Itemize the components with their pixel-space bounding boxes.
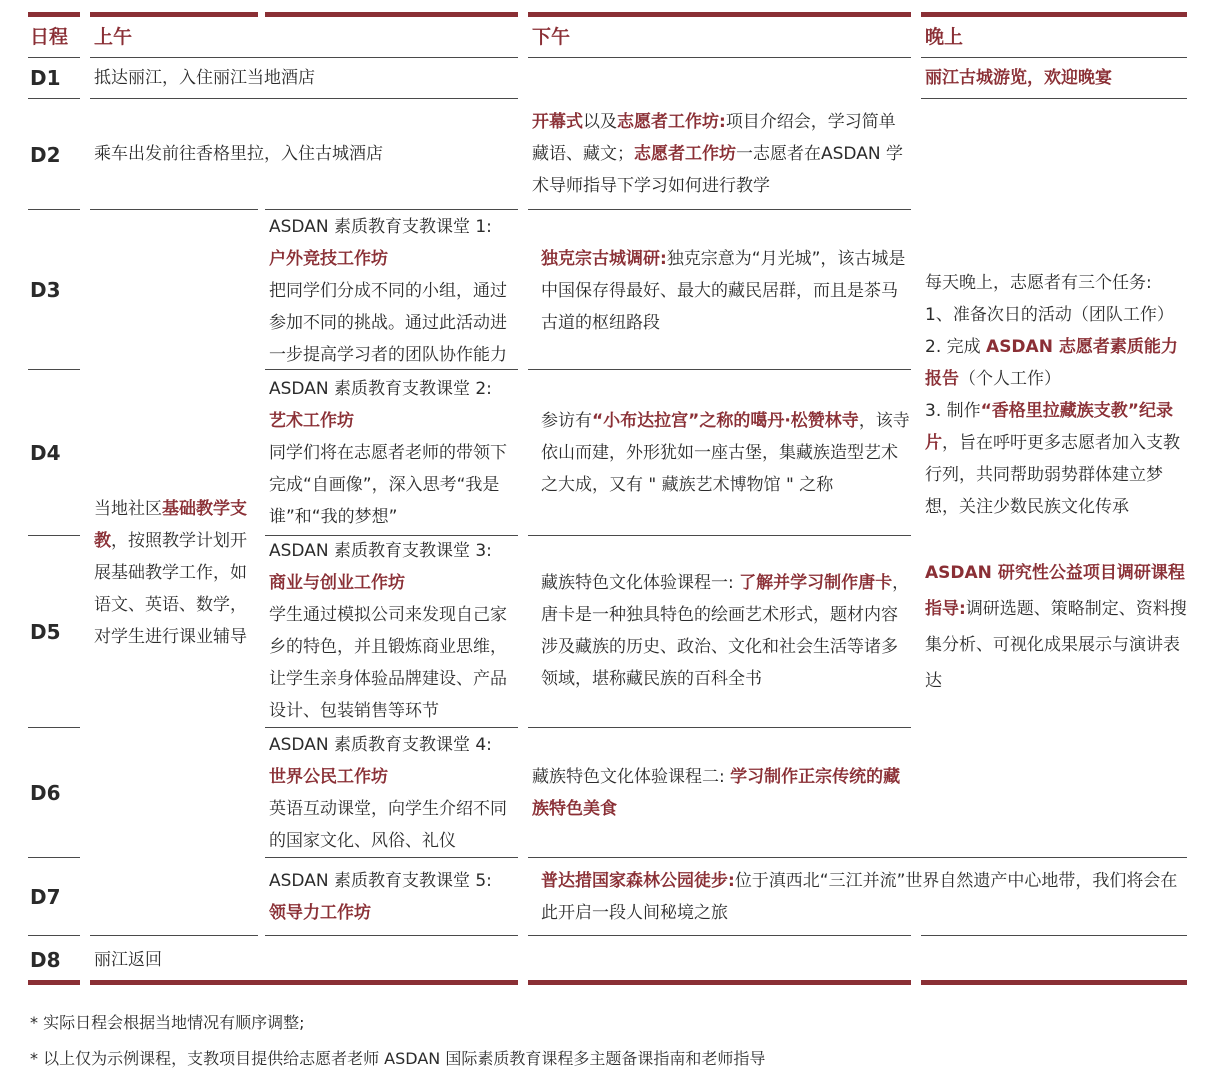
d3-text: 独克宗意为“月光城”，该古城是中国保存得最好、最大的藏民居群，而且是茶马古道的枢纽路段: [541, 249, 906, 333]
day-divider: [28, 857, 80, 858]
header-divider: [528, 57, 911, 58]
header-divider: [921, 57, 1187, 58]
class-3-desc: 学生通过模拟公司来发现自己家乡的特色，并且锻炼商业思维，让学生亲身体验品牌建设、产品设计、包装销售等环节: [269, 605, 507, 721]
day-label-d7: D7: [30, 885, 61, 909]
header-morning: 上午: [94, 26, 133, 48]
class-2: [269, 373, 519, 533]
d2-text-1: 以及: [583, 112, 617, 132]
row-divider: [528, 727, 911, 728]
day-label-d4: D4: [30, 441, 61, 465]
d7-highlight: 普达措国家森林公园徒步:: [541, 871, 735, 891]
class-2-name: 艺术工作坊: [269, 411, 354, 431]
class-2-title: ASDAN 素质教育支教课堂 2:: [269, 379, 492, 399]
bottom-bar: [921, 980, 1187, 985]
class-3: [269, 535, 519, 727]
d1-morning: 抵达丽江，入住丽江当地酒店: [94, 68, 315, 88]
d2-workshop-highlight-2: 志愿者工作坊: [634, 144, 736, 164]
class-2-desc: 同学们将在志愿者老师的带领下完成“自画像”，深入思考“我是谁”和“我的梦想”: [269, 443, 507, 527]
class-4-desc: 英语互动课堂，向学生介绍不同的国家文化、风俗、礼仪: [269, 799, 507, 851]
class-3-title: ASDAN 素质教育支教课堂 3:: [269, 541, 492, 561]
day-divider: [28, 727, 80, 728]
class-5: [269, 865, 519, 929]
top-bar-schedule: [28, 12, 80, 17]
row-divider: [265, 935, 518, 936]
day-divider: [28, 209, 80, 210]
community-text-2: ，按照教学计划开展基础教学工作，如语文、英语、数学，对学生进行课业辅导: [94, 531, 247, 647]
evening-research: [925, 555, 1187, 699]
class-4-name: 世界公民工作坊: [269, 767, 388, 787]
day-divider: [28, 98, 80, 99]
day-label-d3: D3: [30, 278, 61, 302]
footnote-1: * 实际日程会根据当地情况有顺序调整;: [30, 1013, 305, 1032]
bottom-bar: [90, 980, 518, 985]
d4-text-1: 参访有: [541, 411, 592, 431]
day-label-d5: D5: [30, 620, 61, 644]
evening-research-highlight: ASDAN 研究性公益项目调研课程指导:: [925, 563, 1185, 619]
row-divider: [921, 98, 1187, 99]
d8-morning: 丽江返回: [94, 950, 162, 970]
d2-afternoon: [532, 106, 912, 202]
top-bar-afternoon: [528, 12, 911, 17]
day-divider: [28, 535, 80, 536]
evening-intro: 每天晚上，志愿者有三个任务:: [925, 273, 1152, 293]
d7-afternoon: [541, 865, 1187, 929]
top-bar-morning: [90, 12, 258, 17]
d4-text-2: ，该寺依山而建，外形犹如一座古堡，集藏族造型艺术之大成，又有 " 藏族艺术博物馆 " 之称: [541, 411, 910, 495]
day-label-d1: D1: [30, 66, 61, 90]
evening-task-2: [925, 331, 1187, 395]
d4-highlight: “小布达拉宫”之称的噶丹·松赞林寺: [592, 411, 859, 431]
row-divider: [265, 369, 518, 370]
class-4: [269, 729, 519, 857]
community-text-1: 当地社区: [94, 499, 162, 519]
d5-afternoon: [541, 567, 911, 695]
top-bar-morning-2: [265, 12, 518, 17]
d6-text-1: 藏族特色文化体验课程二:: [532, 767, 731, 787]
footnote-2: * 以上仅为示例课程，支教项目提供给志愿者老师 ASDAN 国际素质教育课程多主题备课指南和老师指导: [30, 1049, 766, 1068]
bottom-bar: [528, 980, 911, 985]
header-afternoon: 下午: [532, 26, 571, 48]
evening-task-3-text: 3. 制作: [925, 401, 981, 421]
header-divider: [90, 57, 518, 58]
d2-morning: 乘车出发前往香格里拉，入住古城酒店: [94, 144, 383, 164]
row-divider: [528, 935, 911, 936]
d2-workshop-highlight: 志愿者工作坊:: [617, 112, 726, 132]
row-divider: [528, 535, 911, 536]
row-divider: [528, 369, 911, 370]
top-bar-evening: [921, 12, 1187, 17]
d5-text-2: ，唐卡是一种独具特色的绘画艺术形式，题材内容涉及藏族的历史、政治、文化和社会生活等诸多领域，堪称藏民族的百科全书: [541, 573, 910, 689]
day-label-d8: D8: [30, 948, 61, 972]
d4-afternoon: [541, 405, 911, 501]
class-1-desc: 把同学们分成不同的小组，通过参加不同的挑战。通过此活动进一步提高学习者的团队协作能力: [269, 281, 507, 365]
row-divider: [528, 857, 1187, 858]
header-schedule: 日程: [30, 26, 69, 48]
class-4-title: ASDAN 素质教育支教课堂 4:: [269, 735, 492, 755]
d5-text-1: 藏族特色文化体验课程一:: [541, 573, 740, 593]
evening-task-3: [925, 395, 1187, 523]
d2-text-2: 项目介绍会，学习简单藏语、藏文；: [532, 112, 896, 164]
row-divider: [90, 98, 518, 99]
row-divider: [265, 209, 518, 210]
header-divider: [28, 57, 80, 58]
row-divider: [90, 209, 258, 210]
class-5-title: ASDAN 素质教育支教课堂 5:: [269, 871, 492, 891]
evening-task-1: 1、准备次日的活动（团队工作）: [925, 305, 1174, 325]
d2-opening-highlight: 开幕式: [532, 112, 583, 132]
evening-task-2-highlight: ASDAN 志愿者素质能力报告: [925, 337, 1178, 389]
d2-text-3: 一志愿者在ASDAN 学术导师指导下学习如何进行教学: [532, 144, 903, 196]
community-highlight: 基础教学支教: [94, 499, 247, 551]
class-3-name: 商业与创业工作坊: [269, 573, 405, 593]
day-divider: [28, 369, 80, 370]
row-divider: [265, 727, 518, 728]
evening-task-2-text-2: （个人工作）: [959, 369, 1061, 389]
class-1-title: ASDAN 素质教育支教课堂 1:: [269, 217, 492, 237]
row-divider: [528, 209, 911, 210]
row-divider: [90, 935, 258, 936]
day-label-d6: D6: [30, 781, 61, 805]
d3-afternoon: [541, 243, 911, 339]
d6-highlight: 学习制作正宗传统的藏族特色美食: [532, 767, 901, 819]
bottom-bar: [28, 980, 80, 985]
class-1-name: 户外竞技工作坊: [269, 249, 388, 269]
community-teaching: [94, 493, 260, 653]
class-5-name: 领导力工作坊: [269, 903, 371, 923]
evening-task-2-text: 2. 完成: [925, 337, 987, 357]
header-evening: 晚上: [925, 26, 964, 48]
class-1: [269, 211, 519, 371]
day-label-d2: D2: [30, 143, 61, 167]
evening-tasks: [925, 267, 1187, 523]
d7-text: 位于滇西北“三江并流”世界自然遗产中心地带，我们将会在此开启一段人间秘境之旅: [541, 871, 1178, 923]
d3-highlight: 独克宗古城调研:: [541, 249, 667, 269]
d5-highlight: 了解并学习制作唐卡: [739, 573, 893, 593]
d6-afternoon: [532, 761, 910, 825]
evening-research-text: 调研选题、策略制定、资料搜集分析、可视化成果展示与演讲表达: [925, 599, 1187, 691]
evening-task-3-text-2: ，旨在呼吁更多志愿者加入支教行列，共同帮助弱势群体建立梦想，关注少数民族文化传承: [925, 433, 1180, 517]
evening-task-3-highlight: “香格里拉藏族支教”纪录片: [925, 401, 1173, 453]
row-divider: [265, 857, 518, 858]
row-divider: [921, 935, 1187, 936]
d1-evening: 丽江古城游览，欢迎晚宴: [925, 68, 1112, 88]
day-divider: [28, 935, 80, 936]
